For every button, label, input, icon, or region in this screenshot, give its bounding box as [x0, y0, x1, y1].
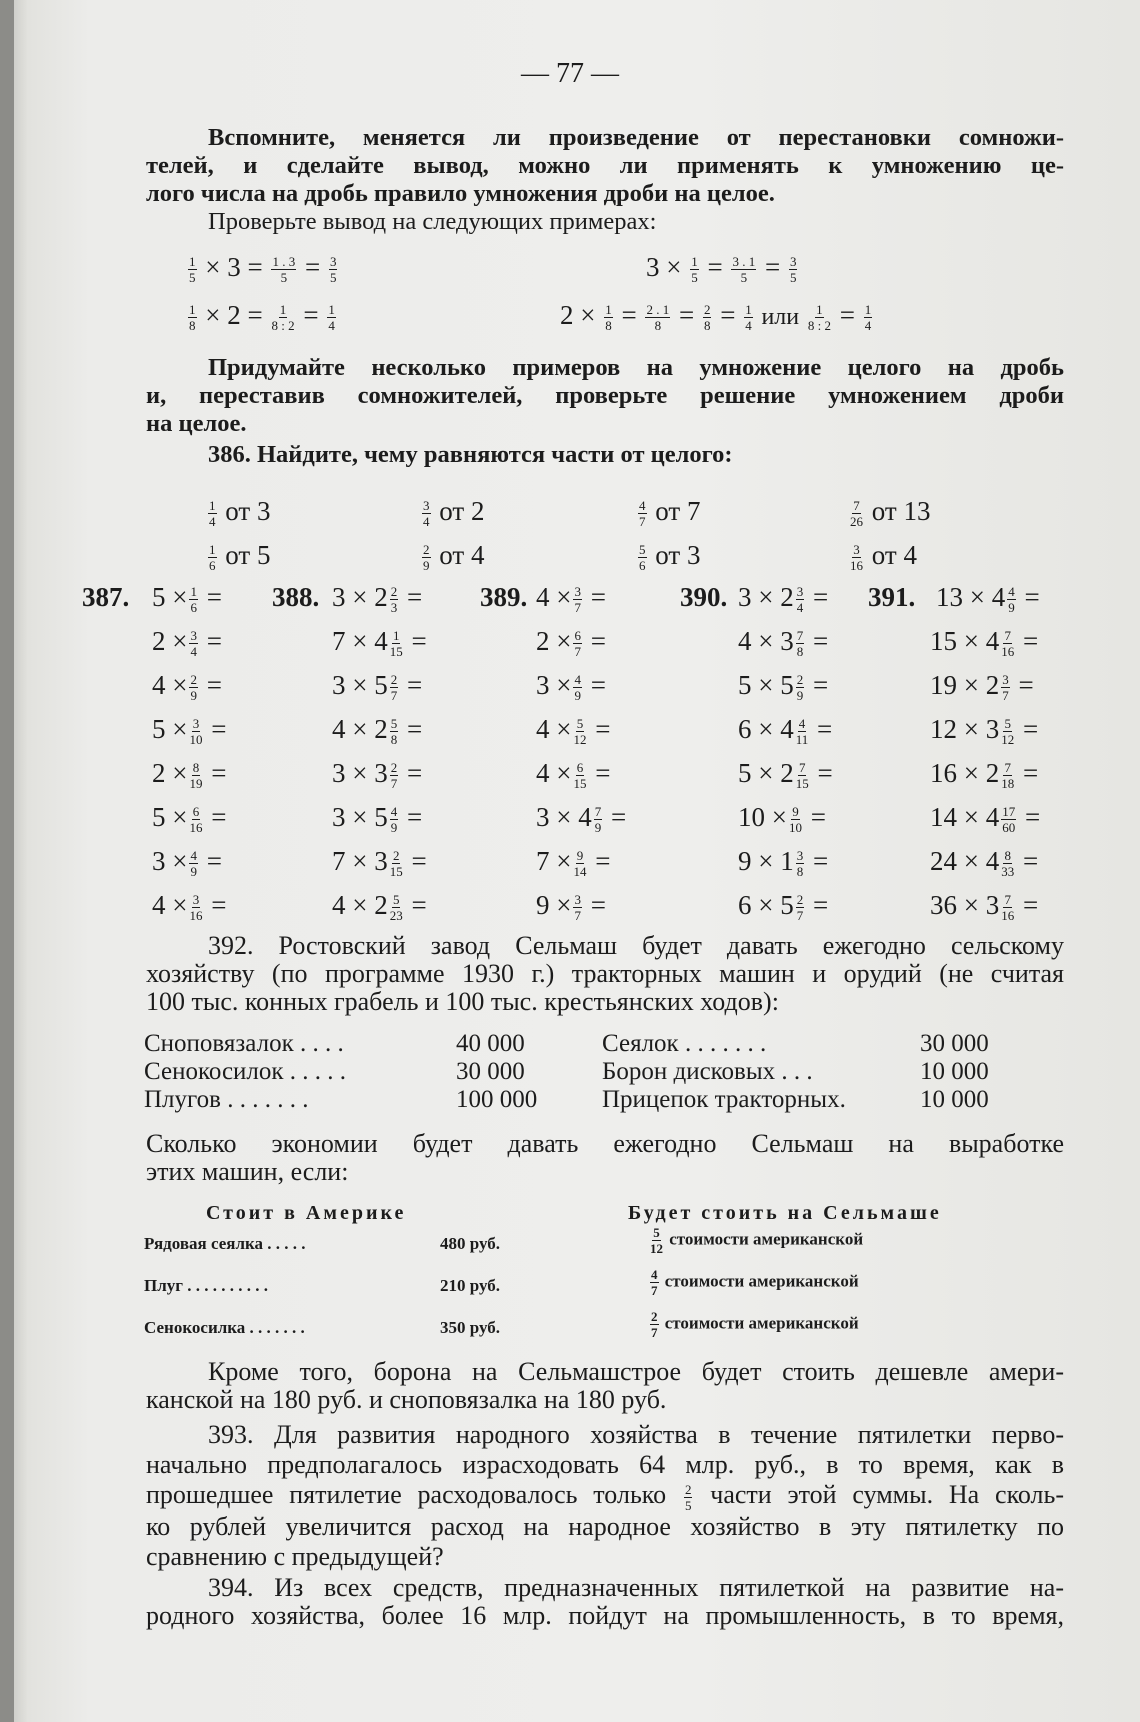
price-selmash: $\frac{5}{12}$ стоимости американской — [650, 1225, 864, 1256]
fraction: $\frac{3}{4}$ — [796, 584, 804, 616]
fraction-of-whole-item: $\frac{1}{6}$ от 5 — [209, 540, 271, 574]
exercise-expression: 6 × 5 $\frac{2}{7}$ = — [738, 890, 829, 924]
exercise-expression: 9 × 1 $\frac{3}{8}$ = — [738, 846, 829, 880]
fraction: $\frac{5}{6}$ — [639, 542, 646, 574]
fraction: $\frac{8}{33}$ — [1001, 848, 1015, 880]
machine-quantity: 10 000 — [920, 1086, 989, 1113]
exercise-expression: 16 × 2 $\frac{7}{18}$ = — [930, 758, 1039, 792]
problem-392: 392. Ростовский завод Сельмаш будет давать ежегодно сельскому хозяйству (по программе 1930 г.) тракторных машин и орудий (не считая 100 тыс. конных грабель и 100 тыс. крестьянских ходов): — [146, 931, 1064, 1016]
price-header-right: Будет стоить на Сельмаше — [628, 1202, 942, 1224]
exercise-expression: 13 × 4 $\frac{4}{9}$ = — [936, 582, 1040, 616]
fraction: $\frac{3}{4}$ — [190, 628, 197, 660]
fraction-of-whole-item: $\frac{2}{9}$ от 4 — [423, 540, 485, 574]
exercise-expression: 14 × 4 $\frac{17}{60}$ = — [930, 802, 1041, 836]
text-line: и, переставив сомножителей, проверьте решение умножением дроби — [146, 382, 1064, 409]
problem-392-extra: Кроме того, борона на Сельмашстрое будет стоить дешевле амери- канской на 180 руб. и сноповязалка на 180 руб. — [146, 1357, 1064, 1414]
text-line: лого числа на дробь правило умножения дроби на целое. — [146, 180, 775, 207]
exercise-expression: 5 × $\frac{1}{6}$ = — [152, 582, 222, 616]
exercise-number: 391. — [868, 582, 916, 612]
exercise-expression: 4 × 3 $\frac{7}{8}$ = — [738, 626, 829, 660]
fraction: $\frac{6}{16}$ — [189, 804, 203, 836]
invent-paragraph — [146, 354, 1064, 438]
intro-paragraph — [146, 124, 1064, 236]
text-line: Вспомните, меняется ли произведение от перестановки сомножи- — [208, 124, 1064, 151]
fraction: $\frac{3}{10}$ — [189, 716, 203, 748]
machine-quantity: 30 000 — [456, 1058, 525, 1085]
fraction: $\frac{4}{11}$ — [795, 716, 809, 748]
fraction: $\frac{1}{6}$ — [209, 542, 216, 574]
fraction-of-whole-item: $\frac{3}{4}$ от 2 — [423, 496, 485, 530]
exercise-expression: 7 × $\frac{9}{14}$ = — [536, 846, 611, 880]
exercise-expression: 3 × $\frac{4}{9}$ = — [152, 846, 222, 880]
text-line: на целое. — [146, 410, 247, 437]
fraction: $\frac{2}{9}$ — [796, 672, 804, 704]
exercise-expression: 6 × 4 $\frac{4}{11}$ = — [738, 714, 833, 748]
price-america: 350 руб. — [440, 1318, 501, 1337]
machine-quantity: 40 000 — [456, 1030, 525, 1057]
problem-392-question: Сколько экономии будет давать ежегодно Сельмаш на выработке этих машин, если: — [146, 1129, 1064, 1186]
exercise-expression: 7 × 4 $\frac{1}{15}$ = — [332, 626, 427, 660]
exercise-expression: 9 × $\frac{3}{7}$ = — [536, 890, 606, 924]
fraction: $\frac{6}{15}$ — [573, 760, 587, 792]
exercise-number: 389. — [480, 582, 528, 612]
fraction-of-whole-item: $\frac{7}{26}$ от 13 — [850, 496, 931, 530]
exercise-expression: 10 × $\frac{9}{10}$ = — [738, 802, 826, 836]
exercise-expression: 3 × 5 $\frac{2}{7}$ = — [332, 670, 423, 704]
fraction: $\frac{17}{60}$ — [1002, 804, 1016, 836]
fraction: $\frac{3}{7}$ — [1002, 672, 1009, 704]
fraction: $\frac{5}{8}$ — [390, 716, 398, 748]
machine-name: Прицепок тракторных. — [602, 1086, 846, 1113]
fraction-of-whole-item: $\frac{4}{7}$ от 7 — [639, 496, 701, 530]
fraction: $\frac{2}{3}$ — [390, 584, 398, 616]
fraction: $\frac{3}{16}$ — [850, 542, 863, 574]
exercise-number: 390. — [680, 582, 728, 612]
machine-quantity: 10 000 — [920, 1058, 989, 1085]
fraction: $\frac{5}{23}$ — [389, 892, 403, 924]
exercise-expression: 4 × $\frac{3}{7}$ = — [536, 582, 606, 616]
price-america: 480 руб. — [440, 1234, 501, 1253]
problem-393: 393. Для развития народного хозяйства в течение пятилетки перво- начально предполагалось израсходовать 64 млр. руб., в то время, как в прошедшее пятилетие расходовалось только $\frac{2}{5}$ части этой суммы. На сколь- ко рублей увеличится расход на народное хозяйство в эту пятилетку по сравнению с предыдущей? — [146, 1420, 1065, 1571]
example-left-2: $\frac{1}{8}$ × 2 = $\frac{1}{8 : 2}$ = $\frac{1}{4}$ — [189, 300, 335, 334]
fraction: $\frac{4}{7}$ — [639, 498, 646, 530]
fraction: $\frac{2}{7}$ — [390, 760, 398, 792]
price-item-name: Плуг . . . . . . . . . . — [144, 1276, 268, 1295]
exercise-expression: 24 × 4 $\frac{8}{33}$ = — [930, 846, 1039, 880]
fraction: $\frac{7}{9}$ — [594, 804, 602, 836]
fraction: $\frac{7}{16}$ — [1001, 628, 1015, 660]
price-selmash: $\frac{2}{7}$ стоимости американской — [651, 1309, 859, 1340]
exercise-expression: 15 × 4 $\frac{7}{16}$ = — [930, 626, 1039, 660]
exercise-expression: 19 × 2 $\frac{3}{7}$ = — [930, 670, 1034, 704]
exercise-expression: 7 × 3 $\frac{2}{15}$ = — [332, 846, 427, 880]
fraction: $\frac{4}{9}$ — [574, 672, 581, 704]
exercise-expression: 4 × $\frac{5}{12}$ = — [536, 714, 611, 748]
exercise-expression: 3 × 2 $\frac{2}{3}$ = — [332, 582, 423, 616]
fraction: $\frac{4}{9}$ — [1008, 584, 1015, 616]
exercise-expression: 36 × 3 $\frac{7}{16}$ = — [930, 890, 1039, 924]
text-line: Придумайте несколько примеров на умножение целого на дробь — [208, 354, 1064, 381]
price-item-name: Рядовая сеялка . . . . . — [144, 1234, 306, 1253]
page-binding-shadow — [0, 0, 14, 1722]
price-selmash: $\frac{4}{7}$ стоимости американской — [651, 1267, 859, 1298]
example-right-1: 3 × $\frac{1}{5}$ = $\frac{3 . 1}{5}$ = $\frac{3}{5}$ — [646, 252, 797, 286]
exercise-expression: 3 × 3 $\frac{2}{7}$ = — [332, 758, 423, 792]
fraction: $\frac{3}{16}$ — [189, 892, 203, 924]
exercise-expression: 3 × 4 $\frac{7}{9}$ = — [536, 802, 627, 836]
exercise-expression: 4 × 2 $\frac{5}{23}$ = — [332, 890, 427, 924]
exercise-expression: 3 × 2 $\frac{3}{4}$ = — [738, 582, 829, 616]
fraction-of-whole-item: $\frac{1}{4}$ от 3 — [209, 496, 271, 530]
fraction: $\frac{4}{9}$ — [190, 848, 197, 880]
exercise-number: 387. — [82, 582, 130, 612]
fraction: $\frac{1}{4}$ — [209, 498, 216, 530]
fraction: $\frac{9}{14}$ — [573, 848, 587, 880]
fraction: $\frac{9}{10}$ — [788, 804, 802, 836]
exercise-expression: 5 × $\frac{6}{16}$ = — [152, 802, 227, 836]
fraction: $\frac{5}{12}$ — [1001, 716, 1015, 748]
example-left-1: $\frac{1}{5}$ × 3 = $\frac{1 . 3}{5}$ = $\frac{3}{5}$ — [189, 252, 337, 286]
machine-quantity: 30 000 — [920, 1030, 989, 1057]
fraction: $\frac{3}{7}$ — [574, 892, 581, 924]
problem-394: 394. Из всех средств, предназначенных пятилеткой на развитие на- родного хозяйства, более 16 млр. пойдут на промышленность, в то время, — [146, 1573, 1064, 1630]
fraction: $\frac{4}{7}$ — [651, 1267, 658, 1298]
fraction: $\frac{4}{9}$ — [390, 804, 398, 836]
fraction: $\frac{8}{19}$ — [189, 760, 203, 792]
fraction: $\frac{1}{6}$ — [190, 584, 197, 616]
exercise-expression: 4 × $\frac{3}{16}$ = — [152, 890, 227, 924]
price-header-left: Стоит в Америке — [206, 1202, 407, 1224]
fraction: $\frac{2}{9}$ — [190, 672, 197, 704]
fraction: $\frac{2}{7}$ — [796, 892, 804, 924]
exercise-expression: 4 × 2 $\frac{5}{8}$ = — [332, 714, 423, 748]
exercise-expression: 2 × $\frac{3}{4}$ = — [152, 626, 222, 660]
text-line: телей, и сделайте вывод, можно ли применять к умножению це- — [146, 152, 1064, 179]
exercise-expression: 3 × $\frac{4}{9}$ = — [536, 670, 606, 704]
fraction: $\frac{7}{26}$ — [850, 498, 863, 530]
exercise-expression: 12 × 3 $\frac{5}{12}$ = — [930, 714, 1039, 748]
machine-name: Борон дисковых . . . — [602, 1058, 813, 1085]
fraction: $\frac{3}{4}$ — [423, 498, 430, 530]
exercise-expression: 2 × $\frac{6}{7}$ = — [536, 626, 606, 660]
fraction: $\frac{3}{7}$ — [574, 584, 581, 616]
fraction: $\frac{2}{7}$ — [651, 1309, 658, 1340]
example-right-2: 2 × $\frac{1}{8}$ = $\frac{2 . 1}{8}$ = $\frac{2}{8}$ = $\frac{1}{4}$ или $\frac{1}{8 : 2}$ = $\frac{1}{4}$ — [560, 300, 872, 334]
price-america: 210 руб. — [440, 1276, 501, 1295]
exercise-expression: 4 × $\frac{2}{9}$ = — [152, 670, 222, 704]
fraction: $\frac{2}{9}$ — [423, 542, 430, 574]
exercise-expression: 5 × 5 $\frac{2}{9}$ = — [738, 670, 829, 704]
machine-name: Сеялок . . . . . . . — [602, 1030, 767, 1057]
fraction: $\frac{3}{8}$ — [796, 848, 804, 880]
machine-name: Сенокосилок . . . . . — [144, 1058, 347, 1085]
price-item-name: Сенокосилка . . . . . . . — [144, 1318, 305, 1337]
exercise-expression: 3 × 5 $\frac{4}{9}$ = — [332, 802, 423, 836]
fraction: $\frac{7}{16}$ — [1001, 892, 1015, 924]
exercise-expression: 2 × $\frac{8}{19}$ = — [152, 758, 227, 792]
exercise-number: 388. — [272, 582, 320, 612]
exercise-expression: 5 × 2 $\frac{7}{15}$ = — [738, 758, 833, 792]
machine-name: Сноповязалок . . . . — [144, 1030, 344, 1057]
fraction: $\frac{1}{15}$ — [389, 628, 403, 660]
fraction: $\frac{5}{12}$ — [650, 1225, 663, 1256]
fraction: $\frac{7}{8}$ — [796, 628, 804, 660]
machine-name: Плугов . . . . . . . — [144, 1086, 309, 1113]
fraction: $\frac{5}{12}$ — [573, 716, 587, 748]
page-number: — 77 — — [521, 58, 619, 89]
fraction-of-whole-item: $\frac{3}{16}$ от 4 — [850, 540, 917, 574]
fraction: $\frac{2}{15}$ — [389, 848, 403, 880]
exercise-expression: 5 × $\frac{3}{10}$ = — [152, 714, 227, 748]
exercise-expression: 4 × $\frac{6}{15}$ = — [536, 758, 611, 792]
machine-quantity: 100 000 — [456, 1086, 538, 1113]
fraction-of-whole-item: $\frac{5}{6}$ от 3 — [639, 540, 701, 574]
fraction: $\frac{7}{15}$ — [795, 760, 809, 792]
fraction: $\frac{6}{7}$ — [574, 628, 581, 660]
problem-386-title: 386. Найдите, чему равняются части от целого: — [208, 441, 733, 468]
check-line: Проверьте вывод на следующих примерах: — [208, 208, 657, 235]
fraction: $\frac{7}{18}$ — [1001, 760, 1015, 792]
fraction: $\frac{2}{7}$ — [390, 672, 398, 704]
